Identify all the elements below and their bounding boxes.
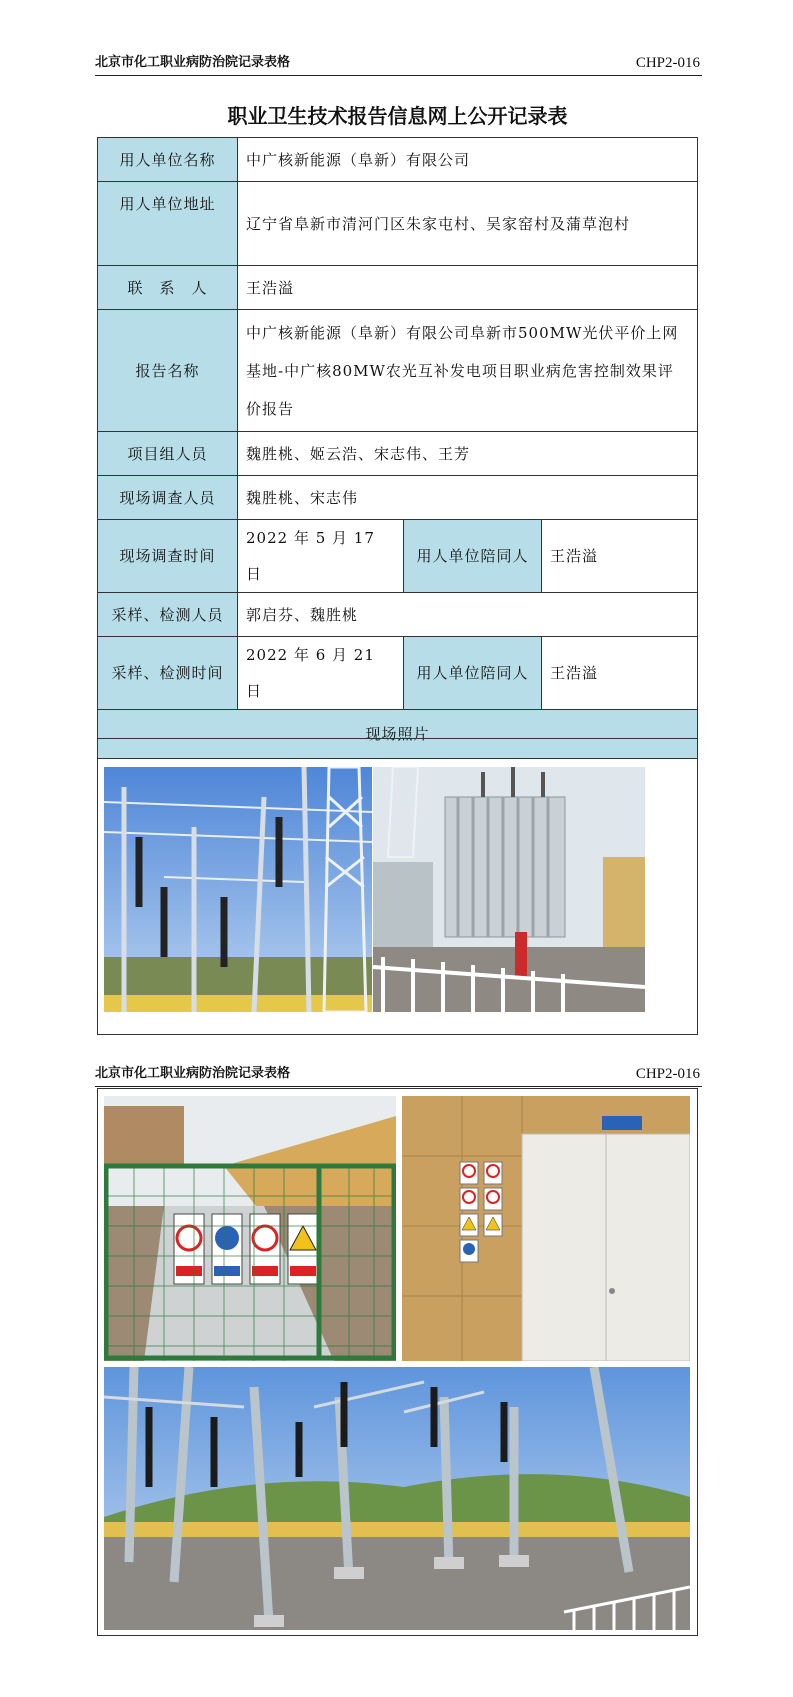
photo-door-warning-signs — [402, 1096, 690, 1361]
page-header-2 — [95, 1063, 700, 1083]
employer-name-label: 用人单位名称 — [98, 138, 238, 182]
record-form — [97, 137, 698, 759]
escort-label-1: 用人单位陪同人 — [404, 520, 542, 593]
org-name: 北京市化工职业病防治院记录表格 — [95, 55, 291, 70]
site-investigators-label: 现场调查人员 — [98, 476, 238, 520]
sampling-staff-label: 采样、检测人员 — [98, 593, 238, 637]
report-name-label: 报告名称 — [98, 310, 238, 432]
page-header — [95, 52, 700, 72]
escort-label-2: 用人单位陪同人 — [404, 637, 542, 710]
escort-value-2: 王浩溢 — [542, 637, 698, 710]
photo-box-page-2 — [97, 1088, 698, 1636]
employer-address-value: 辽宁省阜新市清河门区朱家屯村、吴家窑村及蒲草泡村 — [238, 182, 698, 266]
employer-address-label: 用人单位地址 — [98, 182, 238, 266]
form-code: CHP2-016 — [635, 55, 700, 71]
document-title: 职业卫生技术报告信息网上公开记录表 — [227, 104, 568, 128]
sampling-time-value: 2022 年 6 月 21 日 — [238, 637, 404, 710]
photo-switchyard-insulators — [104, 1367, 690, 1630]
org-name-2: 北京市化工职业病防治院记录表格 — [95, 1066, 291, 1081]
contact-value: 王浩溢 — [238, 266, 698, 310]
contact-label: 联 系 人 — [98, 266, 238, 310]
escort-value-1: 王浩溢 — [542, 520, 698, 593]
site-investigation-time-value: 2022 年 5 月 17 日 — [238, 520, 404, 593]
site-investigators-value: 魏胜桃、宋志伟 — [238, 476, 698, 520]
form-code-2: CHP2-016 — [635, 1066, 700, 1082]
site-investigation-time-label: 现场调查时间 — [98, 520, 238, 593]
photos-section-label: 现场照片 — [98, 710, 698, 759]
photo-substation-towers — [104, 767, 372, 1012]
project-team-label: 项目组人员 — [98, 432, 238, 476]
header-rule-2 — [95, 1086, 702, 1087]
header-rule — [95, 75, 702, 76]
project-team-value: 魏胜桃、姬云浩、宋志伟、王芳 — [238, 432, 698, 476]
photo-fence-safety-signs — [104, 1096, 396, 1361]
photo-transformer — [373, 767, 645, 1012]
employer-name-value: 中广核新能源（阜新）有限公司 — [238, 138, 698, 182]
report-name-value: 中广核新能源（阜新）有限公司阜新市500MW光伏平价上网基地-中广核80MW农光互补发电项目职业病危害控制效果评价报告 — [238, 310, 698, 432]
sampling-time-label: 采样、检测时间 — [98, 637, 238, 710]
photo-box-page-1 — [97, 738, 698, 1035]
sampling-staff-value: 郭启芬、魏胜桃 — [238, 593, 698, 637]
